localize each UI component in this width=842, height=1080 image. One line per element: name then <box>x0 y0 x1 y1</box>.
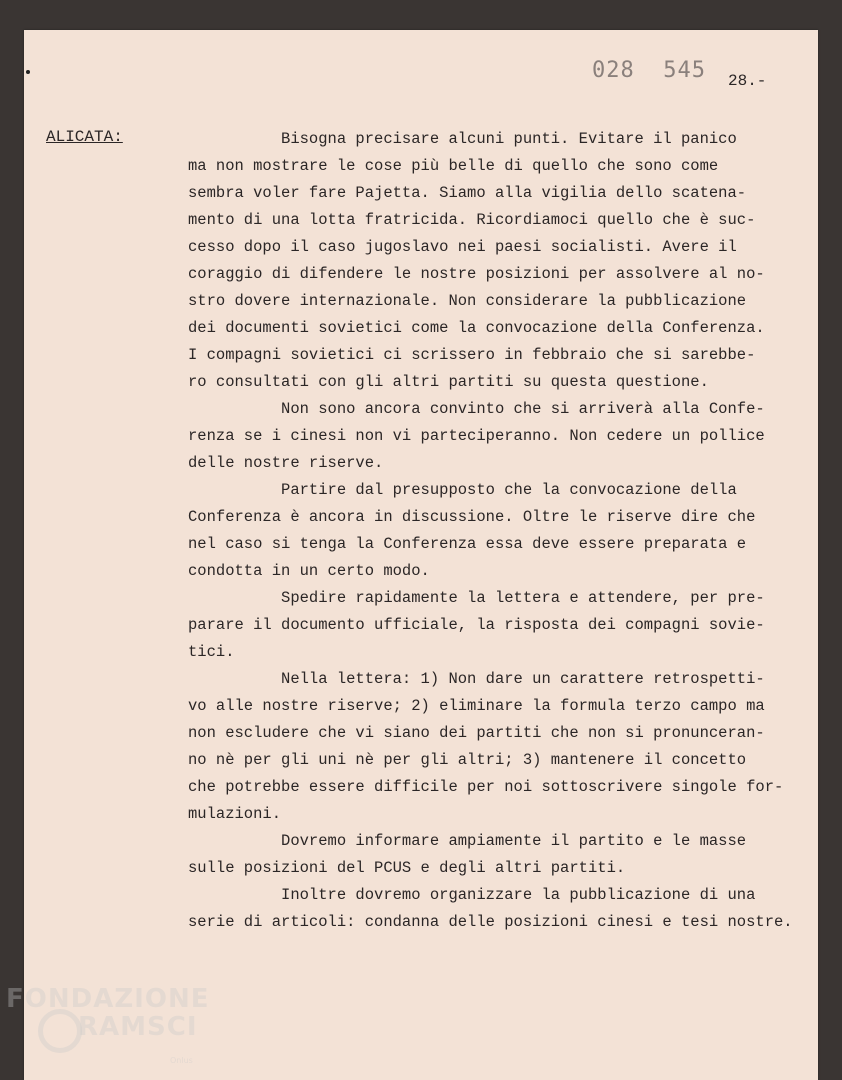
text-line: stro dovere internazionale. Non considerare la pubblicazione <box>188 292 747 310</box>
text-line: mento di una lotta fratricida. Ricordiamoci quello che è suc- <box>188 211 756 229</box>
watermark-onlus: Onlus <box>170 1056 193 1065</box>
text-line: sembra voler fare Pajetta. Siamo alla vigilia dello scatena- <box>188 184 747 202</box>
watermark-g-logo <box>38 1009 82 1053</box>
fondazione-gramsci-watermark <box>6 984 210 1065</box>
speech-body <box>188 126 818 936</box>
archive-stamp-number: 028 545 <box>592 58 706 83</box>
paragraph <box>188 828 818 882</box>
text-line: parare il documento ufficiale, la risposta dei compagni sovie- <box>188 616 765 634</box>
paragraph <box>188 666 818 828</box>
text-line: vo alle nostre riserve; 2) eliminare la formula terzo campo ma <box>188 697 765 715</box>
text-line: Non sono ancora convinto che si arriverà alla Confe- <box>188 400 765 418</box>
paragraph <box>188 477 818 585</box>
text-line: I compagni sovietici ci scrissero in febbraio che si sarebbe- <box>188 346 756 364</box>
text-line: mulazioni. <box>188 805 282 823</box>
paragraph <box>188 585 818 666</box>
watermark-line-2: RAMSCI <box>78 1012 198 1042</box>
text-line: serie di articoli: condanna delle posizioni cinesi e tesi nostre. <box>188 913 793 931</box>
text-line: non escludere che vi siano dei partiti che non si pronunceran- <box>188 724 765 742</box>
ink-dot <box>26 70 30 74</box>
text-line: Inoltre dovremo organizzare la pubblicazione di una <box>188 886 756 904</box>
text-line: Nella lettera: 1) Non dare un carattere retrospetti- <box>188 670 765 688</box>
paragraph <box>188 396 818 477</box>
speaker-name: ALICATA: <box>46 128 123 146</box>
text-line: che potrebbe essere difficile per noi sottoscrivere singole for- <box>188 778 784 796</box>
text-line: nel caso si tenga la Conferenza essa deve essere preparata e <box>188 535 747 553</box>
text-line: condotta in un certo modo. <box>188 562 430 580</box>
text-line: dei documenti sovietici come la convocazione della Conferenza. <box>188 319 765 337</box>
text-line: renza se i cinesi non vi parteciperanno. Non cedere un pollice <box>188 427 765 445</box>
paragraph <box>188 882 818 936</box>
text-line: Bisogna precisare alcuni punti. Evitare il panico <box>188 130 737 148</box>
text-line: Conferenza è ancora in discussione. Oltre le riserve dire che <box>188 508 756 526</box>
text-line: cesso dopo il caso jugoslavo nei paesi socialisti. Avere il <box>188 238 737 256</box>
paragraph <box>188 126 818 396</box>
text-line: coraggio di difendere le nostre posizioni per assolvere al no- <box>188 265 765 283</box>
text-line: no nè per gli uni nè per gli altri; 3) mantenere il concetto <box>188 751 747 769</box>
text-line: Spedire rapidamente la lettera e attendere, per pre- <box>188 589 765 607</box>
typewritten-page <box>24 30 818 1080</box>
text-line: sulle posizioni del PCUS e degli altri partiti. <box>188 859 626 877</box>
page-number: 28.- <box>728 72 767 90</box>
text-line: ma non mostrare le cose più belle di quello che sono come <box>188 157 719 175</box>
text-line: Partire dal presupposto che la convocazione della <box>188 481 737 499</box>
watermark-line-1: FONDAZIONE <box>6 984 210 1014</box>
text-line: ro consultati con gli altri partiti su questa questione. <box>188 373 709 391</box>
text-line: tici. <box>188 643 235 661</box>
text-line: Dovremo informare ampiamente il partito e le masse <box>188 832 747 850</box>
text-line: delle nostre riserve. <box>188 454 384 472</box>
